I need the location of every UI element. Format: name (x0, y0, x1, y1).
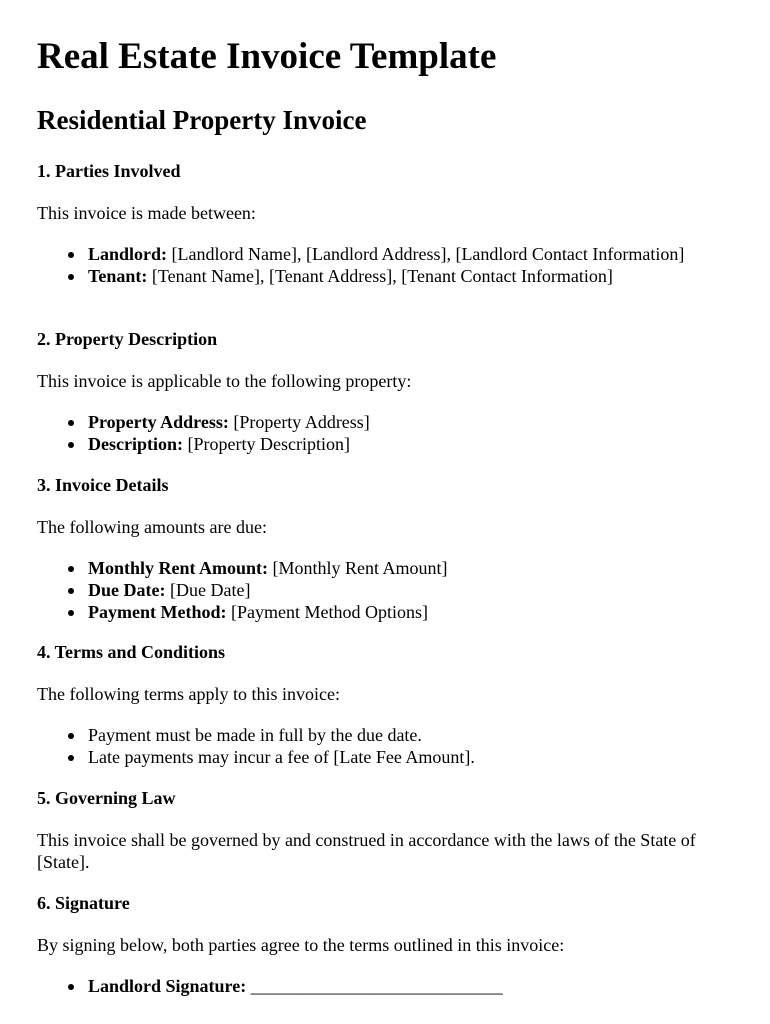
section-heading: 2. Property Description (37, 329, 218, 349)
section-list (37, 724, 737, 768)
section-heading: 3. Invoice Details (37, 475, 169, 495)
item-text: [Due Date] (165, 580, 251, 600)
item-text: Payment must be made in full by the due date. (88, 725, 422, 745)
item-label: Landlord Signature: (88, 976, 247, 996)
item-label: Payment Method: (88, 602, 227, 622)
list-item (88, 975, 737, 997)
bullet-icon (68, 610, 74, 616)
section-list (37, 411, 737, 455)
list-item (88, 433, 737, 455)
item-text: [Landlord Name], [Landlord Address], [Landlord Contact Information] (167, 244, 685, 264)
section-heading: 1. Parties Involved (37, 161, 181, 181)
list-item (88, 746, 737, 768)
item-text: [Payment Method Options] (226, 602, 428, 622)
page-subtitle: Residential Property Invoice (37, 105, 367, 135)
section-list (37, 557, 737, 623)
section-terms-and-conditions (37, 641, 737, 768)
item-text: Late payments may incur a fee of [Late Fee Amount]. (88, 747, 475, 767)
list-item (88, 265, 737, 287)
item-text: [Monthly Rent Amount] (268, 558, 448, 578)
section-parties-involved (37, 160, 737, 287)
section-intro: The following amounts are due: (37, 517, 267, 537)
section-intro: By signing below, both parties agree to the terms outlined in this invoice: (37, 935, 565, 955)
item-label: Due Date: (88, 580, 166, 600)
item-label: Monthly Rent Amount: (88, 558, 269, 578)
section-heading: 5. Governing Law (37, 788, 176, 808)
list-item (88, 243, 737, 265)
bullet-icon (68, 566, 74, 572)
bullet-icon (68, 984, 74, 990)
item-label: Tenant: (88, 266, 148, 286)
section-intro: The following terms apply to this invoice: (37, 684, 340, 704)
section-signature (37, 892, 737, 997)
list-item (88, 579, 737, 601)
bullet-icon (68, 420, 74, 426)
bullet-icon (68, 588, 74, 594)
bullet-icon (68, 442, 74, 448)
bullet-icon (68, 252, 74, 258)
list-item (88, 601, 737, 623)
item-text: [Tenant Name], [Tenant Address], [Tenant Contact Information] (147, 266, 613, 286)
section-intro: This invoice is made between: (37, 203, 256, 223)
section-invoice-details (37, 474, 737, 623)
list-item (88, 411, 737, 433)
bullet-icon (68, 733, 74, 739)
page-title: Real Estate Invoice Template (37, 36, 497, 77)
section-heading: 6. Signature (37, 893, 130, 913)
signature-line: ____________________________ (246, 976, 503, 996)
list-item (88, 724, 737, 746)
bullet-icon (68, 274, 74, 280)
item-text: [Property Description] (182, 434, 350, 454)
list-item (88, 557, 737, 579)
section-heading: 4. Terms and Conditions (37, 642, 226, 662)
section-list (37, 975, 737, 997)
item-label: Landlord: (88, 244, 168, 264)
section-intro: This invoice shall be governed by and construed in accordance with the laws of the State of [State]. (37, 830, 696, 872)
section-list (37, 243, 737, 287)
item-text: [Property Address] (228, 412, 370, 432)
section-intro: This invoice is applicable to the following property: (37, 371, 412, 391)
item-label: Property Address: (88, 412, 229, 432)
section-governing-law (37, 787, 737, 873)
section-property-description (37, 328, 737, 455)
bullet-icon (68, 755, 74, 761)
item-label: Description: (88, 434, 183, 454)
